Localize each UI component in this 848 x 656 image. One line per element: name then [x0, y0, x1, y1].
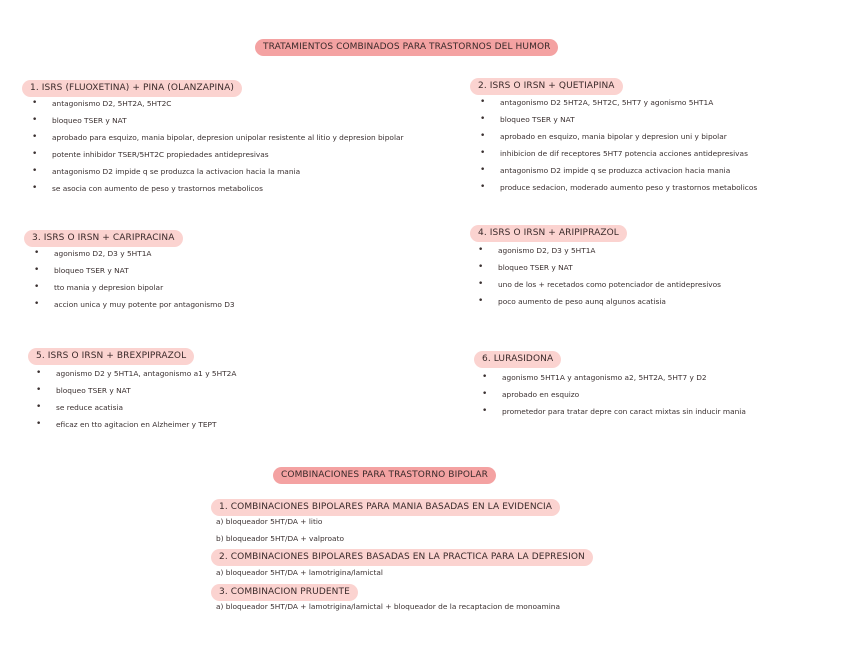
list-item: • aprobado para esquizo, mania bipolar, depresion unipolar resistente al litio y depresion bipolar [32, 129, 404, 146]
bipolar-group-1-heading: 1. COMBINACIONES BIPOLARES PARA MANIA BASADAS EN LA EVIDENCIA [211, 499, 560, 516]
list-item: • antagonismo D2, 5HT2A, 5HT2C [32, 95, 404, 112]
bipolar-group-1-item-a: a) bloqueador 5HT/DA + litio [216, 517, 323, 526]
section-3-list [34, 245, 235, 313]
list-item: • se reduce acatisia [36, 399, 236, 416]
section-1-heading: 1. ISRS (FLUOXETINA) + PINA (OLANZAPINA) [22, 80, 242, 97]
section-4-heading: 4. ISRS O IRSN + ARIPIPRAZOL [470, 225, 627, 242]
section-1-list [32, 95, 404, 197]
list-item: • bloqueo TSER y NAT [34, 262, 235, 279]
section-5-list [36, 365, 236, 433]
bipolar-group-2-item-a: a) bloqueador 5HT/DA + lamotrigina/lamictal [216, 568, 383, 577]
list-item: • accion unica y muy potente por antagonismo D3 [34, 296, 235, 313]
bipolar-group-3-heading: 3. COMBINACION PRUDENTE [211, 584, 358, 601]
list-item: • inhibicion de dif receptores 5HT7 potencia acciones antidepresivas [480, 145, 757, 162]
list-item: • antagonismo D2 impide q se produzca activacion hacia mania [480, 162, 757, 179]
section-2-list [480, 94, 757, 196]
list-item: • antagonismo D2 5HT2A, 5HT2C, 5HT7 y agonismo 5HT1A [480, 94, 757, 111]
list-item: • produce sedacion, moderado aumento peso y trastornos metabolicos [480, 179, 757, 196]
page-title: TRATAMIENTOS COMBINADOS PARA TRASTORNOS DEL HUMOR [255, 39, 558, 56]
list-item: • aprobado en esquizo, mania bipolar y depresion uni y bipolar [480, 128, 757, 145]
list-item: • tto mania y depresion bipolar [34, 279, 235, 296]
list-item: • poco aumento de peso aunq algunos acatisia [478, 293, 721, 310]
bipolar-group-2-heading: 2. COMBINACIONES BIPOLARES BASADAS EN LA PRACTICA PARA LA DEPRESION [211, 549, 593, 566]
section-5-heading: 5. ISRS O IRSN + BREXPIPRAZOL [28, 348, 194, 365]
list-item: • bloqueo TSER y NAT [32, 112, 404, 129]
section-3-heading: 3. ISRS O IRSN + CARIPRACINA [24, 230, 183, 247]
section-6-heading: 6. LURASIDONA [474, 351, 561, 368]
section-6-list [482, 369, 746, 420]
list-item: • potente inhibidor TSER/5HT2C propiedades antidepresivas [32, 146, 404, 163]
list-item: • bloqueo TSER y NAT [480, 111, 757, 128]
list-item: • se asocia con aumento de peso y trastornos metabolicos [32, 180, 404, 197]
section-2-heading: 2. ISRS O IRSN + QUETIAPINA [470, 78, 623, 95]
list-item: • bloqueo TSER y NAT [36, 382, 236, 399]
bipolar-title: COMBINACIONES PARA TRASTORNO BIPOLAR [273, 467, 496, 484]
bipolar-group-3-item-a: a) bloqueador 5HT/DA + lamotrigina/lamictal + bloqueador de la recaptacion de monoamina [216, 602, 561, 611]
list-item: • aprobado en esquizo [482, 386, 746, 403]
list-item: • agonismo D2, D3 y 5HT1A [478, 242, 721, 259]
list-item: • antagonismo D2 impide q se produzca la activacion hacia la mania [32, 163, 404, 180]
list-item: • eficaz en tto agitacion en Alzheimer y TEPT [36, 416, 236, 433]
section-4-list [478, 242, 721, 310]
list-item: • agonismo 5HT1A y antagonismo a2, 5HT2A, 5HT7 y D2 [482, 369, 746, 386]
list-item: • agonismo D2 y 5HT1A, antagonismo a1 y 5HT2A [36, 365, 236, 382]
list-item: • bloqueo TSER y NAT [478, 259, 721, 276]
bipolar-group-1-item-b: b) bloqueador 5HT/DA + valproato [216, 534, 345, 543]
list-item: • uno de los + recetados como potenciador de antidepresivos [478, 276, 721, 293]
list-item: • prometedor para tratar depre con caract mixtas sin inducir mania [482, 403, 746, 420]
list-item: • agonismo D2, D3 y 5HT1A [34, 245, 235, 262]
